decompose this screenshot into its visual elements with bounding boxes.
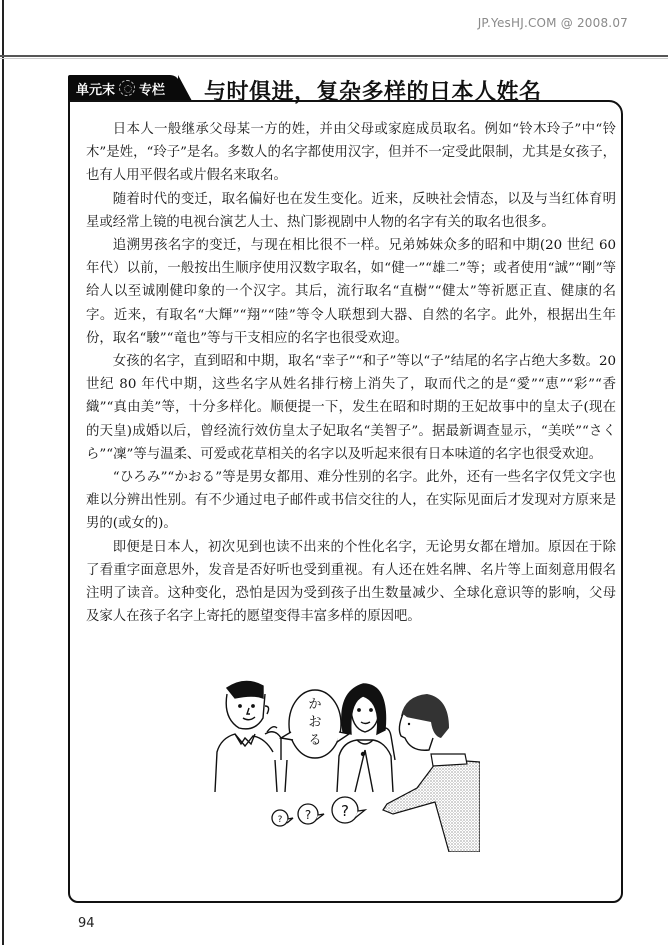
column-tab <box>68 75 180 101</box>
paragraph: 即便是日本人，初次见到也读不出来的个性化名字，无论男女都在增加。原因在于除了看重字面意思外，发音是否好听也受到重视。有人还在姓名牌、名片等上面刻意用假名注明了读音。这种变化，恐怕是因为受到孩子出生数量减少、全球化意识等的影响，父母及家人在孩子名字上寄托的愿望变得丰富多样的原因吧。 <box>86 539 616 625</box>
question-bubbles <box>272 797 365 826</box>
paragraph: 女孩的名字，直到昭和中期，取名“幸子”“和子”等以“子”结尾的名字占绝大多数。20 世纪 80 年代中期，这些名字从姓名排行榜上消失了，取而代之的是“愛”“恵”“彩”“香織”“真由美”等，十分多样化。顺便提一下，发生在昭和时期的王妃故事中的皇太子(现在的天皇)成婚以后，曾经流行效仿皇太子妃取名“美智子”。据最新调查显示，“美咲”“さくら”“凜”等与温柔、可爱或花草相关的名字以及听起来很有日本味道的名字也很受欢迎。 <box>86 354 616 462</box>
column-tab-label-left: 单元末 <box>76 82 116 98</box>
page-number: 94 <box>78 916 95 931</box>
site-watermark: JP.YesHJ.COM @ 2008.07 <box>477 16 628 30</box>
man-right <box>383 694 480 852</box>
question-mark-3: ? <box>341 802 349 820</box>
column-title: 与时俱进，复杂多样的日本人姓名 <box>204 80 542 105</box>
paragraph: 随着时代的变迁，取名偏好也在发生变化。近来，反映社会情态，以及与当红体育明星或经常上镜的电视台演艺人士、热门影视剧中人物的名字有关的取名也很多。 <box>86 191 616 230</box>
woman <box>337 684 395 792</box>
header-rule <box>0 55 668 57</box>
emblem-icon <box>119 80 135 96</box>
header-rule-shadow <box>0 58 668 59</box>
man-left <box>215 681 287 792</box>
illustration <box>205 672 480 852</box>
question-mark-1: ? <box>277 815 283 825</box>
speech-bubble-char-2: お <box>308 715 322 730</box>
speech-bubble-char-3: る <box>308 733 322 748</box>
people-illustration-icon <box>205 672 480 852</box>
page-edge-line <box>2 0 4 945</box>
paragraph: 追溯男孩名字的变迁，与现在相比很不一样。兄弟姊妹众多的昭和中期(20 世纪 60 年代）以前，一般按出生顺序使用汉数字取名，如“健一”“雄二”等；或者使用“誠”“剛”等给人以至诚刚健印象的一个汉字。其后，流行取名“直樹”“健太”等祈愿正直、健康的名字。近来，有取名“大輝”“翔”“陸”等令人联想到大器、自然的名字。此外，根据出生年份，取名“駿”“竜也”等与干支相应的名字也很受欢迎。 <box>86 238 616 346</box>
speech-bubble-char-1: か <box>308 697 322 712</box>
paragraph: “ひろみ”“かおる”等是男女都用、难分性别的名字。此外，还有一些名字仅凭文字也难以分辨出性别。有不少通过电子邮件或书信交往的人，在实际见面后才发现对方原来是男的(或女的)。 <box>86 470 616 532</box>
column-tab-slant <box>178 75 192 101</box>
column-tab-label-right: 专栏 <box>139 82 166 98</box>
paragraph: 日本人一般继承父母某一方的姓，并由父母或家庭成员取名。例如“铃木玲子”中“铃木”是姓，“玲子”是名。多数人的名字都使用汉字，但并不一定受此限制，尤其是女孩子，也有人用平假名或片假名来取名。 <box>86 122 616 184</box>
article-body <box>86 118 616 628</box>
question-mark-2: ? <box>304 808 312 822</box>
